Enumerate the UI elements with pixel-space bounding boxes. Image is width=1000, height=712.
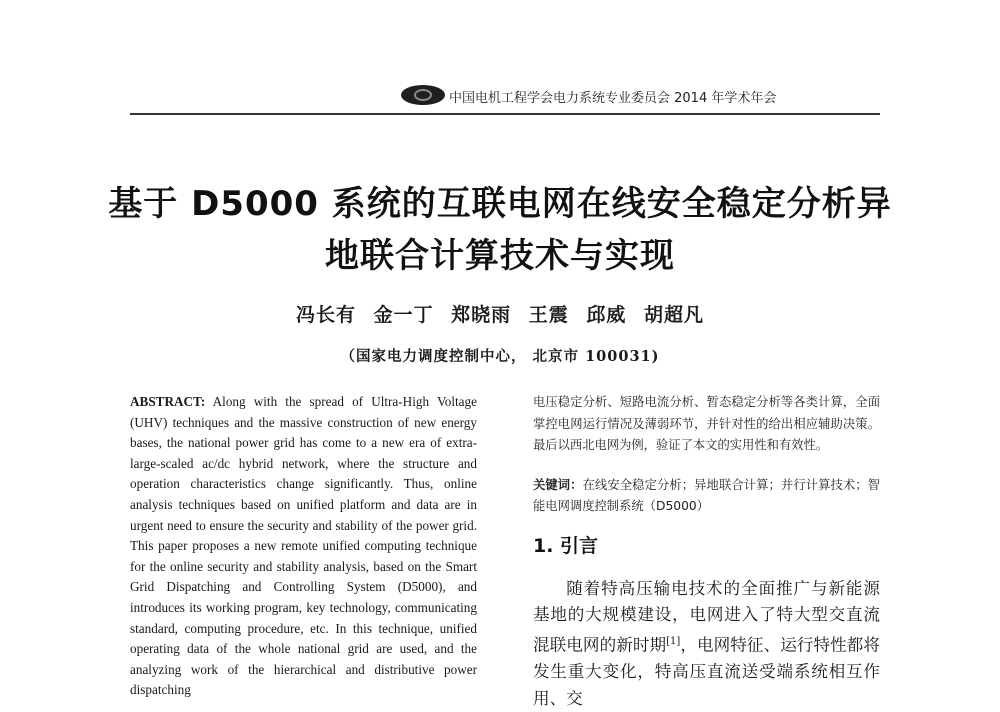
citation[interactable]: [1]	[666, 635, 681, 647]
intro-text: 随着特高压输电技术的全面推广与新能源基地的大规模建设，电网进入了特大型交直流混联电网的新时期	[533, 578, 880, 655]
intro-text-cont: ，电网特征、运行特性都将发生重大变化，特高压直流送受端系统相互作用、交	[533, 635, 881, 708]
author-list: 冯长有 金一丁 郑晓雨 王震 邱威 胡超凡	[295, 304, 705, 326]
conference-name: 中国电机工程学会电力系统专业委员会 2014 年学术年会	[449, 91, 777, 106]
conference-header	[0, 80, 1000, 116]
conference-logo-icon	[401, 85, 445, 105]
affiliation: （国家电力调度控制中心， 北京市 100031)	[340, 348, 660, 365]
right-column	[533, 392, 880, 712]
abstract-text: Along with the spread of Ultra-High Voltage (UHV) techniques and the massive construction of new energy bases, the national power grid has come to a new era of extra-large-scaled ac/dc hybrid network, where the structure and operation characteristics change significantly. Thus, online analysis techniques based on unified platform and data are in urgent need to ensure the security and stability of the power grid. This paper proposes a new remote unified computing technique for the online security and stability analysis, based on the Smart Grid Dispatching and Controlling System (D5000), and introduces its working program, key technology, communicating standard, computing procedure, etc. In this technique, unified operating data of the whole national grid are used, and the analyzing work of the hierarchical and distributive power dispatching	[130, 394, 477, 698]
paper-title: 基于 D5000 系统的互联电网在线安全稳定分析异地联合计算技术与实现	[108, 184, 892, 276]
keywords	[533, 475, 880, 518]
abstract-english	[130, 392, 477, 701]
header-rule	[130, 113, 880, 115]
keywords-text: 在线安全稳定分析；异地联合计算；并行计算技术；智能电网调度控制系统（D5000）	[533, 477, 880, 514]
section-heading: 1. 引言	[533, 534, 599, 557]
keywords-label: 关键词：	[533, 477, 583, 492]
abstract-chinese: 电压稳定分析、短路电流分析、暂态稳定分析等各类计算，全面掌控电网运行情况及薄弱环节，并针对性的给出相应辅助决策。最后以西北电网为例，验证了本文的实用性和有效性。	[533, 395, 880, 453]
abstract-label: ABSTRACT:	[130, 394, 206, 409]
intro-paragraph	[533, 576, 880, 712]
